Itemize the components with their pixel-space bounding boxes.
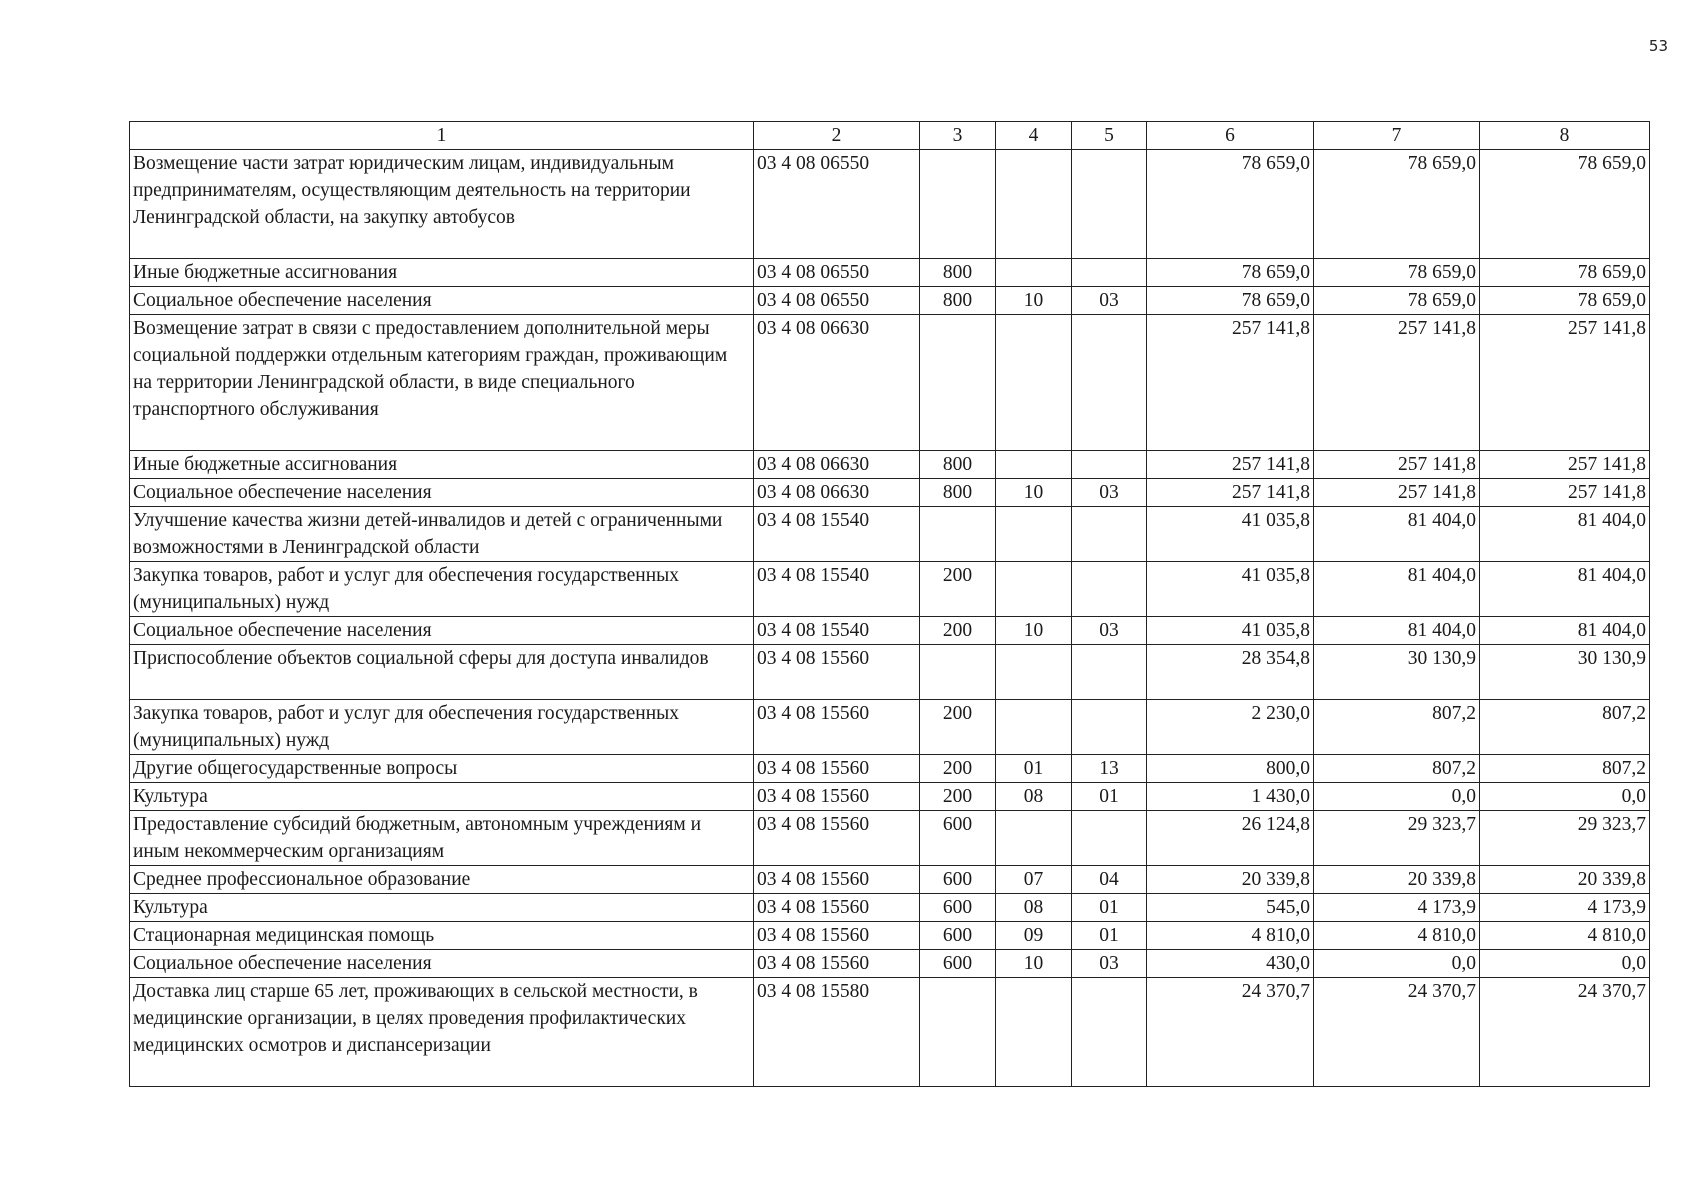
row-col4-cell: 08 <box>996 783 1072 811</box>
row-name-cell: Стационарная медицинская помощь <box>130 922 754 950</box>
row-col5-cell <box>1072 150 1147 259</box>
row-col5-cell <box>1072 978 1147 1087</box>
column-header: 3 <box>920 122 996 150</box>
row-col4-cell <box>996 645 1072 700</box>
row-col4-cell: 10 <box>996 479 1072 507</box>
row-value6-cell: 545,0 <box>1147 894 1314 922</box>
row-value7-cell: 24 370,7 <box>1314 978 1480 1087</box>
row-name-cell: Иные бюджетные ассигнования <box>130 259 754 287</box>
row-col3-cell <box>920 315 996 451</box>
row-value6-cell: 800,0 <box>1147 755 1314 783</box>
table-row <box>130 978 1650 1087</box>
row-value8-cell: 81 404,0 <box>1480 507 1650 562</box>
row-col4-cell: 08 <box>996 894 1072 922</box>
row-name-cell: Социальное обеспечение населения <box>130 287 754 315</box>
row-value8-cell: 20 339,8 <box>1480 866 1650 894</box>
table-row <box>130 617 1650 645</box>
row-code-cell: 03 4 08 06550 <box>754 150 920 259</box>
row-value8-cell: 4 810,0 <box>1480 922 1650 950</box>
page-number: 53 <box>1648 37 1668 55</box>
row-value8-cell: 78 659,0 <box>1480 150 1650 259</box>
row-value7-cell: 29 323,7 <box>1314 811 1480 866</box>
table-row <box>130 645 1650 700</box>
row-code-cell: 03 4 08 15540 <box>754 617 920 645</box>
column-header: 1 <box>130 122 754 150</box>
table-row <box>130 315 1650 451</box>
row-col5-cell: 13 <box>1072 755 1147 783</box>
row-name-cell: Закупка товаров, работ и услуг для обеспечения государственных (муниципальных) нужд <box>130 562 754 617</box>
row-value6-cell: 20 339,8 <box>1147 866 1314 894</box>
row-code-cell: 03 4 08 15560 <box>754 783 920 811</box>
row-code-cell: 03 4 08 15560 <box>754 811 920 866</box>
row-value6-cell: 41 035,8 <box>1147 617 1314 645</box>
row-col5-cell <box>1072 811 1147 866</box>
row-value8-cell: 78 659,0 <box>1480 287 1650 315</box>
row-value6-cell: 257 141,8 <box>1147 479 1314 507</box>
row-col5-cell: 03 <box>1072 479 1147 507</box>
column-header: 8 <box>1480 122 1650 150</box>
row-value6-cell: 26 124,8 <box>1147 811 1314 866</box>
row-col3-cell: 800 <box>920 259 996 287</box>
row-col5-cell <box>1072 315 1147 451</box>
row-value6-cell: 2 230,0 <box>1147 700 1314 755</box>
row-col5-cell: 03 <box>1072 287 1147 315</box>
column-header: 4 <box>996 122 1072 150</box>
row-value7-cell: 78 659,0 <box>1314 287 1480 315</box>
row-col5-cell <box>1072 562 1147 617</box>
row-value6-cell: 78 659,0 <box>1147 259 1314 287</box>
column-header: 5 <box>1072 122 1147 150</box>
row-value6-cell: 41 035,8 <box>1147 507 1314 562</box>
row-value8-cell: 81 404,0 <box>1480 617 1650 645</box>
row-col4-cell <box>996 259 1072 287</box>
row-code-cell: 03 4 08 15580 <box>754 978 920 1087</box>
row-col5-cell <box>1072 451 1147 479</box>
row-col3-cell: 200 <box>920 562 996 617</box>
row-value7-cell: 20 339,8 <box>1314 866 1480 894</box>
row-col4-cell <box>996 507 1072 562</box>
row-value7-cell: 81 404,0 <box>1314 562 1480 617</box>
row-name-cell: Социальное обеспечение населения <box>130 617 754 645</box>
row-code-cell: 03 4 08 15560 <box>754 922 920 950</box>
table-row <box>130 700 1650 755</box>
row-value6-cell: 1 430,0 <box>1147 783 1314 811</box>
row-value7-cell: 4 810,0 <box>1314 922 1480 950</box>
table-row <box>130 150 1650 259</box>
row-col4-cell <box>996 315 1072 451</box>
row-code-cell: 03 4 08 15560 <box>754 700 920 755</box>
row-col5-cell <box>1072 259 1147 287</box>
row-col3-cell: 600 <box>920 866 996 894</box>
row-code-cell: 03 4 08 15560 <box>754 645 920 700</box>
row-code-cell: 03 4 08 06630 <box>754 479 920 507</box>
row-value6-cell: 78 659,0 <box>1147 287 1314 315</box>
table-row <box>130 507 1650 562</box>
row-col3-cell: 600 <box>920 950 996 978</box>
row-col5-cell <box>1072 507 1147 562</box>
row-value8-cell: 30 130,9 <box>1480 645 1650 700</box>
row-col3-cell: 200 <box>920 783 996 811</box>
row-value8-cell: 0,0 <box>1480 950 1650 978</box>
row-col4-cell <box>996 978 1072 1087</box>
row-col4-cell <box>996 562 1072 617</box>
row-value8-cell: 78 659,0 <box>1480 259 1650 287</box>
row-value6-cell: 4 810,0 <box>1147 922 1314 950</box>
table-row <box>130 950 1650 978</box>
table-row <box>130 922 1650 950</box>
row-value8-cell: 807,2 <box>1480 755 1650 783</box>
row-code-cell: 03 4 08 15560 <box>754 894 920 922</box>
row-value6-cell: 78 659,0 <box>1147 150 1314 259</box>
row-col3-cell: 600 <box>920 811 996 866</box>
row-value8-cell: 81 404,0 <box>1480 562 1650 617</box>
row-col3-cell: 800 <box>920 287 996 315</box>
row-value7-cell: 257 141,8 <box>1314 479 1480 507</box>
row-col4-cell: 10 <box>996 287 1072 315</box>
row-code-cell: 03 4 08 15540 <box>754 562 920 617</box>
row-col4-cell <box>996 700 1072 755</box>
row-col3-cell: 200 <box>920 700 996 755</box>
row-name-cell: Улучшение качества жизни детей-инвалидов и детей с ограниченными возможностями в Ленинградской области <box>130 507 754 562</box>
row-value8-cell: 24 370,7 <box>1480 978 1650 1087</box>
column-header: 6 <box>1147 122 1314 150</box>
column-header: 2 <box>754 122 920 150</box>
row-value7-cell: 807,2 <box>1314 755 1480 783</box>
row-name-cell: Закупка товаров, работ и услуг для обеспечения государственных (муниципальных) нужд <box>130 700 754 755</box>
row-value7-cell: 78 659,0 <box>1314 150 1480 259</box>
table-row <box>130 866 1650 894</box>
column-header: 7 <box>1314 122 1480 150</box>
row-name-cell: Приспособление объектов социальной сферы для доступа инвалидов <box>130 645 754 700</box>
row-col5-cell: 01 <box>1072 894 1147 922</box>
budget-table <box>129 121 1650 1087</box>
row-col3-cell: 800 <box>920 451 996 479</box>
table-row <box>130 479 1650 507</box>
row-value8-cell: 257 141,8 <box>1480 451 1650 479</box>
row-name-cell: Среднее профессиональное образование <box>130 866 754 894</box>
row-name-cell: Культура <box>130 894 754 922</box>
row-code-cell: 03 4 08 06550 <box>754 287 920 315</box>
row-name-cell: Социальное обеспечение населения <box>130 479 754 507</box>
row-value8-cell: 4 173,9 <box>1480 894 1650 922</box>
row-col5-cell <box>1072 645 1147 700</box>
row-col5-cell: 03 <box>1072 950 1147 978</box>
row-name-cell: Возмещение затрат в связи с предоставлением дополнительной меры социальной поддержки отдельным категориям граждан, проживающим на территории Ленинградской области, в виде специального транспортного обслуживания <box>130 315 754 451</box>
row-col4-cell: 10 <box>996 617 1072 645</box>
row-col4-cell: 07 <box>996 866 1072 894</box>
row-col3-cell: 600 <box>920 922 996 950</box>
row-name-cell: Предоставление субсидий бюджетным, автономным учреждениям и иным некоммерческим организациям <box>130 811 754 866</box>
row-col4-cell <box>996 451 1072 479</box>
row-value7-cell: 0,0 <box>1314 783 1480 811</box>
row-value6-cell: 24 370,7 <box>1147 978 1314 1087</box>
row-value8-cell: 257 141,8 <box>1480 315 1650 451</box>
row-col5-cell: 01 <box>1072 922 1147 950</box>
row-value7-cell: 30 130,9 <box>1314 645 1480 700</box>
row-code-cell: 03 4 08 15560 <box>754 950 920 978</box>
table-row <box>130 287 1650 315</box>
row-name-cell: Другие общегосударственные вопросы <box>130 755 754 783</box>
row-value7-cell: 4 173,9 <box>1314 894 1480 922</box>
row-value7-cell: 81 404,0 <box>1314 507 1480 562</box>
row-code-cell: 03 4 08 15560 <box>754 755 920 783</box>
row-value7-cell: 0,0 <box>1314 950 1480 978</box>
row-name-cell: Возмещение части затрат юридическим лицам, индивидуальным предпринимателям, осуществляющим деятельность на территории Ленинградской области, на закупку автобусов <box>130 150 754 259</box>
row-name-cell: Социальное обеспечение населения <box>130 950 754 978</box>
table-row <box>130 562 1650 617</box>
table-row <box>130 259 1650 287</box>
row-value6-cell: 41 035,8 <box>1147 562 1314 617</box>
row-value6-cell: 28 354,8 <box>1147 645 1314 700</box>
row-col4-cell <box>996 811 1072 866</box>
row-name-cell: Доставка лиц старше 65 лет, проживающих в сельской местности, в медицинские организации, в целях проведения профилактических медицинских осмотров и диспансеризации <box>130 978 754 1087</box>
row-col3-cell: 800 <box>920 479 996 507</box>
row-col4-cell: 09 <box>996 922 1072 950</box>
row-col5-cell: 01 <box>1072 783 1147 811</box>
row-value7-cell: 257 141,8 <box>1314 451 1480 479</box>
table-row <box>130 755 1650 783</box>
row-value7-cell: 257 141,8 <box>1314 315 1480 451</box>
row-col4-cell: 10 <box>996 950 1072 978</box>
row-value7-cell: 807,2 <box>1314 700 1480 755</box>
row-col3-cell: 600 <box>920 894 996 922</box>
row-value6-cell: 257 141,8 <box>1147 451 1314 479</box>
row-value8-cell: 0,0 <box>1480 783 1650 811</box>
row-value6-cell: 430,0 <box>1147 950 1314 978</box>
table-row <box>130 811 1650 866</box>
row-value8-cell: 29 323,7 <box>1480 811 1650 866</box>
row-code-cell: 03 4 08 06630 <box>754 315 920 451</box>
row-col5-cell: 04 <box>1072 866 1147 894</box>
row-name-cell: Культура <box>130 783 754 811</box>
row-code-cell: 03 4 08 06550 <box>754 259 920 287</box>
row-col3-cell <box>920 150 996 259</box>
row-col4-cell <box>996 150 1072 259</box>
row-code-cell: 03 4 08 15560 <box>754 866 920 894</box>
row-value7-cell: 81 404,0 <box>1314 617 1480 645</box>
row-value6-cell: 257 141,8 <box>1147 315 1314 451</box>
row-code-cell: 03 4 08 06630 <box>754 451 920 479</box>
row-value7-cell: 78 659,0 <box>1314 259 1480 287</box>
row-col5-cell: 03 <box>1072 617 1147 645</box>
row-name-cell: Иные бюджетные ассигнования <box>130 451 754 479</box>
table-row <box>130 783 1650 811</box>
row-col3-cell <box>920 978 996 1087</box>
row-col5-cell <box>1072 700 1147 755</box>
row-code-cell: 03 4 08 15540 <box>754 507 920 562</box>
table-header-row <box>130 122 1650 150</box>
row-col3-cell: 200 <box>920 755 996 783</box>
table-row <box>130 894 1650 922</box>
row-value8-cell: 257 141,8 <box>1480 479 1650 507</box>
row-col3-cell <box>920 645 996 700</box>
row-col3-cell: 200 <box>920 617 996 645</box>
row-col4-cell: 01 <box>996 755 1072 783</box>
row-value8-cell: 807,2 <box>1480 700 1650 755</box>
table-row <box>130 451 1650 479</box>
row-col3-cell <box>920 507 996 562</box>
